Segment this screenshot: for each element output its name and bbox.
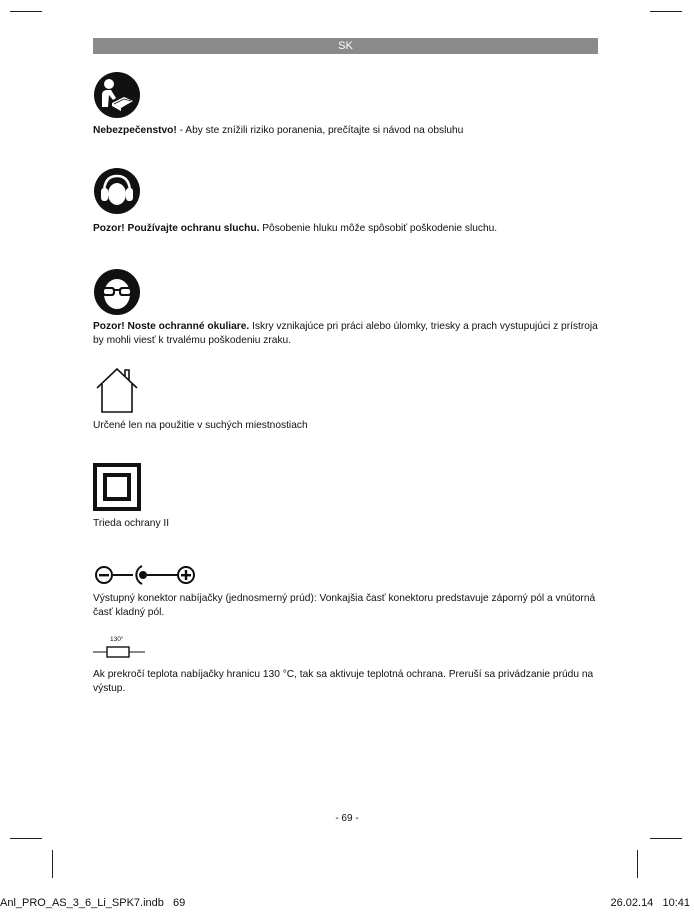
crop-mark-bottom-right-vertical bbox=[637, 850, 638, 878]
thermal-fuse-icon bbox=[93, 644, 149, 660]
eye-protection-icon bbox=[93, 268, 141, 316]
dc-polarity-connector-icon bbox=[93, 563, 197, 587]
footer-file-info: Anl_PRO_AS_3_6_Li_SPK7.indb 69 bbox=[0, 897, 186, 909]
crop-mark-bottom-left-vertical bbox=[52, 850, 53, 878]
section-indoor-text: Určené len na použitie v suchých miestnostiach bbox=[93, 420, 308, 431]
language-band: SK bbox=[93, 38, 598, 54]
crop-mark-bottom-left bbox=[10, 838, 42, 839]
crop-mark-top-left bbox=[10, 11, 42, 12]
section-class-ii-text: Trieda ochrany II bbox=[93, 518, 170, 529]
protection-class-ii-icon bbox=[93, 463, 141, 511]
section-eye-text: Pozor! Noste ochranné okuliare. Iskry vznikajúce pri práci alebo úlomky, triesky a prach vystupujúci z prístroja by mohli viesť k trvalému poškodeniu zraku. bbox=[93, 321, 598, 346]
thermal-fuse-label: 130° bbox=[110, 636, 124, 643]
read-manual-icon bbox=[93, 71, 141, 119]
section-hearing-text: Pozor! Používajte ochranu sluchu. Pôsobenie hluku môže spôsobiť poškodenie sluchu. bbox=[93, 223, 498, 234]
page-number: - 69 - bbox=[335, 813, 359, 824]
crop-mark-bottom-right bbox=[650, 838, 682, 839]
crop-mark-top-right bbox=[650, 11, 682, 12]
section-read-manual-text: Nebezpečenstvo! - Aby ste znížili riziko poranenia, prečítajte si návod na obsluhu bbox=[93, 125, 464, 136]
indoor-use-house-icon bbox=[93, 366, 141, 414]
footer-date: 26.02.14 10:41 bbox=[610, 897, 690, 909]
section-thermal-text: Ak prekročí teplota nabíjačky hranicu 130 °C, tak sa aktivuje teplotná ochrana. Preruší sa privádzanie prúdu na výstup. bbox=[93, 669, 594, 694]
hearing-protection-icon bbox=[93, 167, 141, 215]
section-dc-text: Výstupný konektor nabíjačky (jednosmerný prúd): Vonkajšia časť konektoru predstavuje záporný pól a vnútorná časť kladný pól. bbox=[93, 593, 596, 618]
